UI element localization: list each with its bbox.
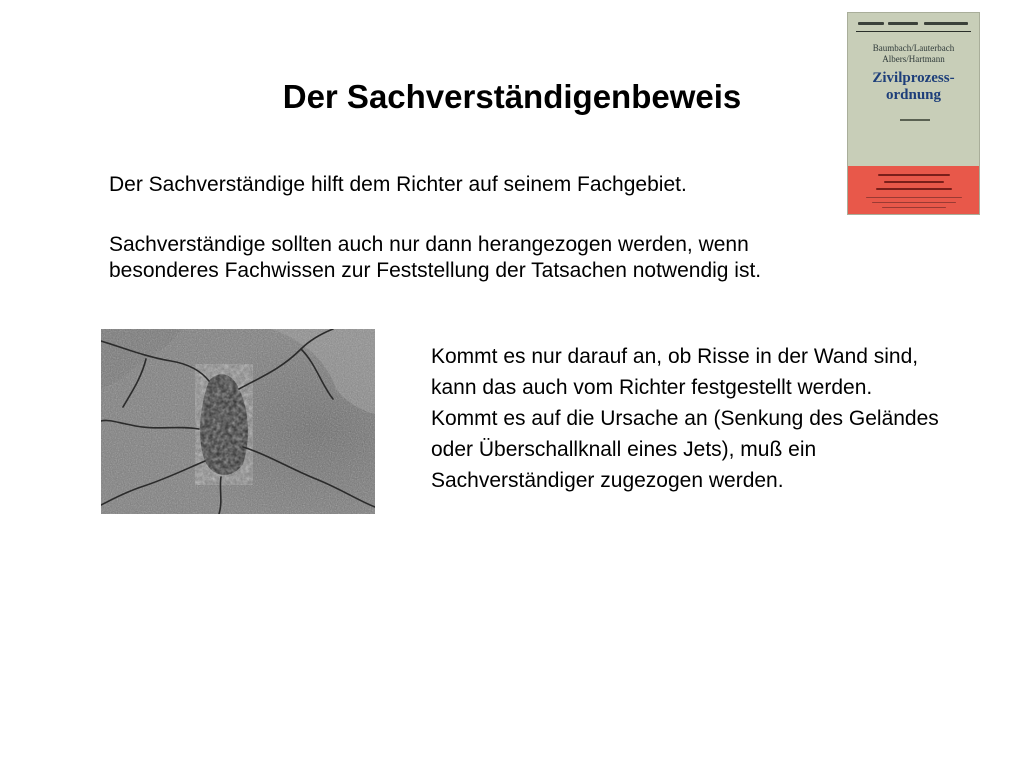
book-title xyxy=(848,70,979,104)
book-red-band xyxy=(848,166,979,214)
book-edition-mark xyxy=(900,119,930,121)
intro-paragraph-1: Der Sachverständige hilft dem Richter auf seinem Fachgebiet. xyxy=(109,173,687,196)
book-author-line: Albers/Hartmann xyxy=(882,54,945,64)
explanation-paragraph-2: Kommt es auf die Ursache an (Senkung des Geländes oder Überschallknall eines Jets), muß ein Sachverständiger zugezogen werden. xyxy=(431,407,939,492)
book-title-line: ordnung xyxy=(885,87,942,103)
book-title-line: Zivilprozess- xyxy=(872,70,955,86)
book-authors xyxy=(848,43,979,65)
intro-text xyxy=(109,172,849,284)
slide-title: Der Sachverständigenbeweis xyxy=(282,78,742,115)
intro-paragraph-2: Sachverständige sollten auch nur dann herangezogen werden, wenn besonderes Fachwissen zur Feststellung der Tatsachen notwendig ist. xyxy=(109,233,762,282)
book-author-line: Baumbach/Lauterbach xyxy=(872,43,955,53)
explanation-paragraph-1: Kommt es nur darauf an, ob Risse in der Wand sind, kann das auch vom Richter festgestellt werden. xyxy=(431,345,919,399)
book-series-banner xyxy=(856,18,971,32)
crack-explanation-text xyxy=(431,341,951,496)
zpo-book-cover xyxy=(847,12,980,215)
cracked-wall-photo xyxy=(101,329,375,514)
